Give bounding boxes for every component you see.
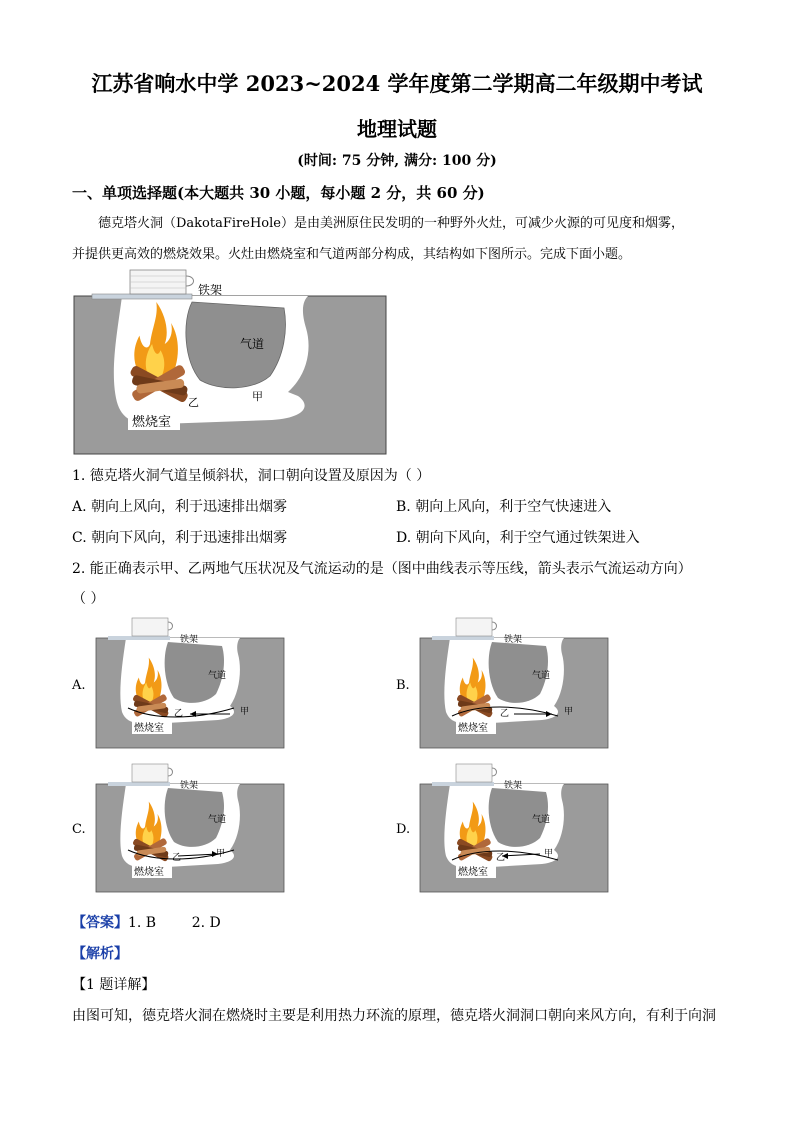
- label-chamber: 燃烧室: [132, 415, 172, 430]
- q1-option-a: A. 朝向上风向，利于迅速排出烟雾: [72, 499, 288, 515]
- q2-option-a-label: A.: [72, 678, 86, 693]
- fire-hole-diagram: [72, 268, 392, 456]
- pot-icon: [130, 270, 194, 294]
- q2-option-c-diagram: [94, 762, 288, 896]
- q1-option-b: B. 朝向上风向，利于空气快速进入: [396, 499, 612, 515]
- svg-text:乙: 乙: [174, 709, 184, 719]
- exam-info: (时间: 75 分钟, 满分: 100 分): [297, 153, 497, 169]
- intro-line-2: 并提供更高效的燃烧效果。火灶由燃烧室和气道两部分构成，其结构如下图所示。完成下面小题。: [72, 247, 632, 262]
- analysis-text: 由图可知，德克塔火洞在燃烧时主要是利用热力环流的原理，德克塔火洞洞口朝向来风方向，有利于向洞: [72, 1008, 716, 1024]
- svg-text:乙: 乙: [500, 709, 510, 719]
- q2-option-d-diagram: [418, 762, 612, 896]
- q1-option-c: C. 朝向下风向，利于迅速排出烟雾: [72, 530, 288, 546]
- label-jia: 甲: [252, 390, 263, 403]
- label-yi: 乙: [188, 396, 199, 409]
- label-rack: 铁架: [198, 283, 223, 297]
- svg-text:气道: 气道: [208, 671, 227, 681]
- svg-text:气道: 气道: [532, 671, 551, 681]
- svg-text:铁架: 铁架: [180, 781, 199, 791]
- q1-detail-label: 【1 题详解】: [72, 977, 156, 993]
- svg-text:燃烧室: 燃烧室: [134, 867, 164, 878]
- q1-option-d: D. 朝向下风向，利于空气通过铁架进入: [396, 530, 640, 546]
- svg-text:甲: 甲: [216, 849, 226, 859]
- exam-title: 江苏省响水中学 2023~2024 学年度第二学期高二年级期中考试: [91, 71, 703, 96]
- svg-text:燃烧室: 燃烧室: [458, 867, 488, 878]
- svg-text:气道: 气道: [532, 815, 551, 825]
- svg-text:铁架: 铁架: [504, 635, 523, 645]
- svg-text:燃烧室: 燃烧室: [134, 723, 164, 734]
- analysis-label: 【解析】: [72, 946, 128, 962]
- answer-text: 1. B 2. D: [128, 915, 221, 931]
- q2-stem: 2. 能正确表示甲、乙两地气压状况及气流运动的是（图中曲线表示等压线，箭头表示气流运动方向）: [72, 561, 692, 577]
- svg-text:乙: 乙: [172, 853, 182, 863]
- svg-text:甲: 甲: [544, 849, 554, 859]
- svg-text:燃烧室: 燃烧室: [458, 723, 488, 734]
- label-airway: 气道: [240, 337, 265, 351]
- svg-text:甲: 甲: [564, 707, 574, 717]
- answer-label: 【答案】: [72, 915, 128, 931]
- answer-line: [72, 912, 221, 932]
- q1-stem: 1. 德克塔火洞气道呈倾斜状，洞口朝向设置及原因为（ ）: [72, 468, 431, 484]
- svg-text:气道: 气道: [208, 815, 227, 825]
- svg-text:乙: 乙: [496, 853, 506, 863]
- svg-text:甲: 甲: [240, 707, 250, 717]
- svg-text:铁架: 铁架: [504, 781, 523, 791]
- subject-title: 地理试题: [357, 117, 437, 141]
- q2-option-d-label: D.: [396, 822, 411, 837]
- q2-option-a-diagram: [94, 616, 288, 752]
- svg-text:铁架: 铁架: [180, 635, 199, 645]
- q2-option-b-diagram: [418, 616, 612, 752]
- q2-paren: （ ）: [72, 591, 105, 607]
- intro-line-1: 德克塔火洞（DakotaFireHole）是由美洲原住民发明的一种野外火灶，可减少火源的可见度和烟雾，: [98, 216, 684, 231]
- q2-option-c-label: C.: [72, 822, 86, 837]
- section-heading: 一、单项选择题(本大题共 30 小题，每小题 2 分，共 60 分): [72, 184, 485, 202]
- q2-option-b-label: B.: [396, 678, 410, 693]
